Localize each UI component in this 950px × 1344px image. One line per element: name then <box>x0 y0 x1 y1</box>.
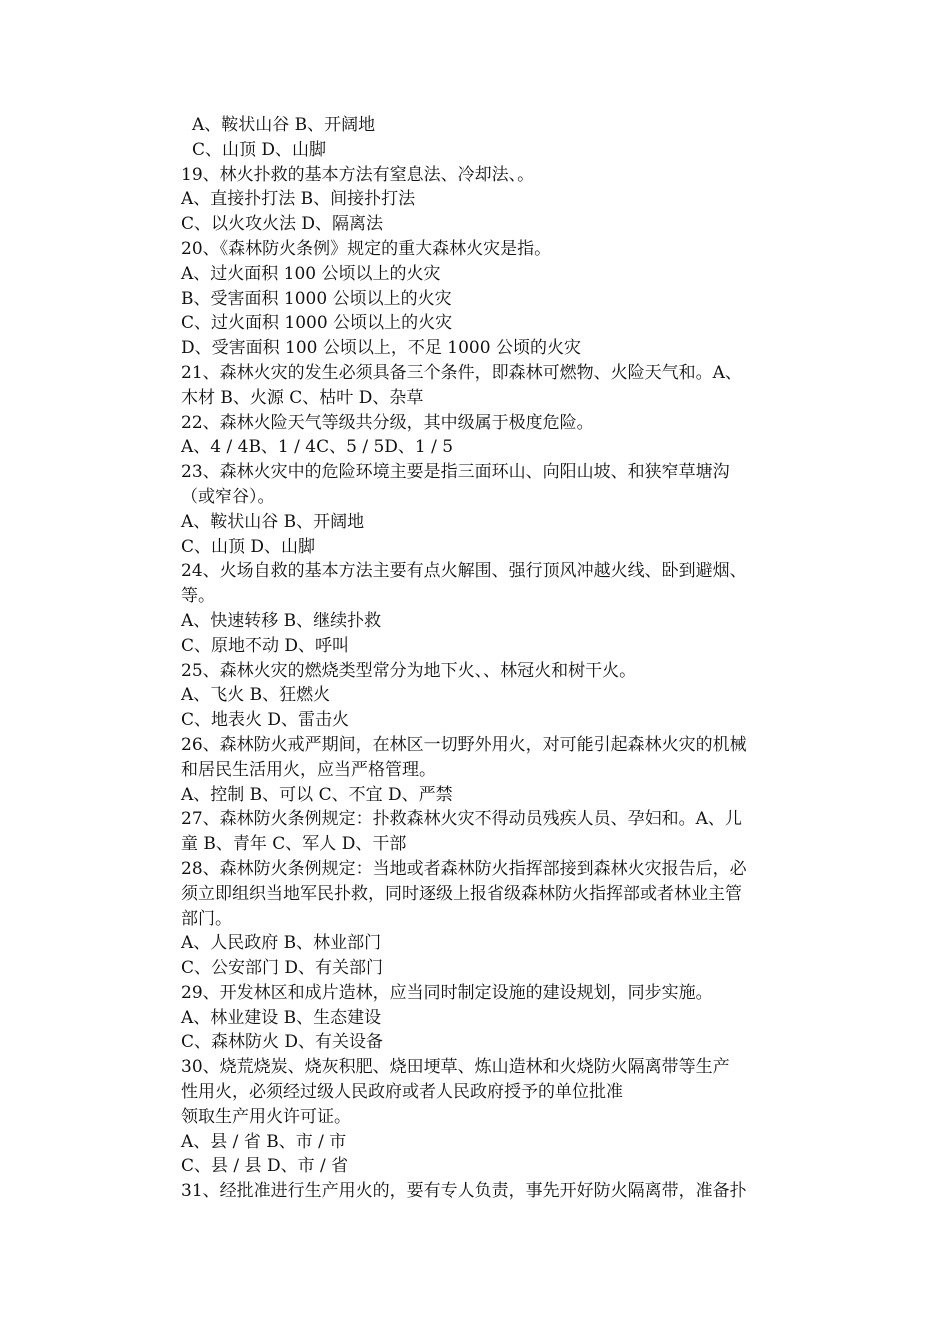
text-line: A、过火面积 100 公顷以上的火灾 <box>181 263 441 284</box>
text-line: A、4 / 4B、1 / 4C、5 / 5D、1 / 5 <box>181 437 454 458</box>
text-line: A、林业建设 B、生态建设 <box>181 1007 382 1028</box>
text-line: （或窄谷）。 <box>181 486 275 507</box>
text-line: A、控制 B、可以 C、不宜 D、严禁 <box>181 784 453 805</box>
text-line: 28、森林防火条例规定：当地或者森林防火指挥部接到森林火灾报告后，必 <box>181 858 747 879</box>
text-line: C、山顶 D、山脚 <box>181 536 316 557</box>
text-line: C、地表火 D、雷击火 <box>181 710 350 731</box>
text-line: 31、经批准进行生产用火的，要有专人负责，事先开好防火隔离带，准备扑 <box>181 1181 747 1202</box>
text-line: C、过火面积 1000 公顷以上的火灾 <box>181 313 453 334</box>
text-line: 童 B、青年 C、军人 D、干部 <box>181 834 407 855</box>
text-line: 性用火，必须经过级人民政府或者人民政府授予的单位批准 <box>181 1082 623 1103</box>
text-line: B、受害面积 1000 公顷以上的火灾 <box>181 288 452 309</box>
text-line: 19、林火扑救的基本方法有窒息法、冷却法、。 <box>181 164 535 185</box>
text-line: C、森林防火 D、有关设备 <box>181 1032 384 1053</box>
text-line: 24、火场自救的基本方法主要有点火解围、强行顶风冲越火线、卧到避烟、 <box>181 561 747 582</box>
text-line: C、原地不动 D、呼叫 <box>181 635 350 656</box>
text-line: A、飞火 B、狂燃火 <box>181 685 331 706</box>
text-line: 21、森林火灾的发生必须具备三个条件，即森林可燃物、火险天气和。A、 <box>181 362 742 383</box>
text-line: 25、森林火灾的燃烧类型常分为地下火、、林冠火和树干火。 <box>181 660 637 681</box>
text-line: 等。 <box>181 586 215 607</box>
text-line: 29、开发林区和成片造林，应当同时制定设施的建设规划，同步实施。 <box>181 982 713 1003</box>
text-line: C、以火攻火法 D、隔离法 <box>181 214 384 235</box>
text-line: 30、烧荒烧炭、烧灰积肥、烧田埂草、炼山造林和火烧防火隔离带等生产 <box>181 1057 730 1078</box>
text-line: 20、《森林防火条例》规定的重大森林火灾是指。 <box>181 238 552 259</box>
text-line: A、人民政府 B、林业部门 <box>181 933 382 954</box>
text-line: 26、森林防火戒严期间，在林区一切野外用火，对可能引起森林火灾的机械 <box>181 734 747 755</box>
text-line: 须立即组织当地军民扑救，同时逐级上报省级森林防火指挥部或者林业主管 <box>181 883 742 904</box>
text-line: 领取生产用火许可证。 <box>181 1106 351 1127</box>
text-line: A、鞍状山谷 B、开阔地 <box>192 115 376 135</box>
text-line: 27、森林防火条例规定：扑救森林火灾不得动员残疾人员、孕妇和。A、儿 <box>181 809 742 830</box>
text-line: 部门。 <box>181 908 232 929</box>
text-line: 木材 B、火源 C、枯叶 D、杂草 <box>181 387 424 408</box>
text-line: 22、森林火险天气等级共分级，其中级属于极度危险。 <box>181 412 594 433</box>
text-line: 23、森林火灾中的危险环境主要是指三面环山、向阳山坡、和狭窄草塘沟 <box>181 462 730 483</box>
text-line: D、受害面积 100 公顷以上，不足 1000 公顷的火灾 <box>181 338 581 359</box>
text-line: A、快速转移 B、继续扑救 <box>181 610 382 631</box>
text-line: C、山顶 D、山脚 <box>192 139 327 160</box>
text-line: A、鞍状山谷 B、开阔地 <box>181 511 365 532</box>
document-body <box>181 113 821 1204</box>
text-line: C、公安部门 D、有关部门 <box>181 958 384 979</box>
text-line: 和居民生活用火，应当严格管理。 <box>181 759 436 780</box>
text-line: A、县 / 省 B、市 / 市 <box>181 1131 347 1152</box>
text-line: A、直接扑打法 B、间接扑打法 <box>181 189 416 210</box>
text-line: C、县 / 县 D、市 / 省 <box>181 1156 349 1177</box>
